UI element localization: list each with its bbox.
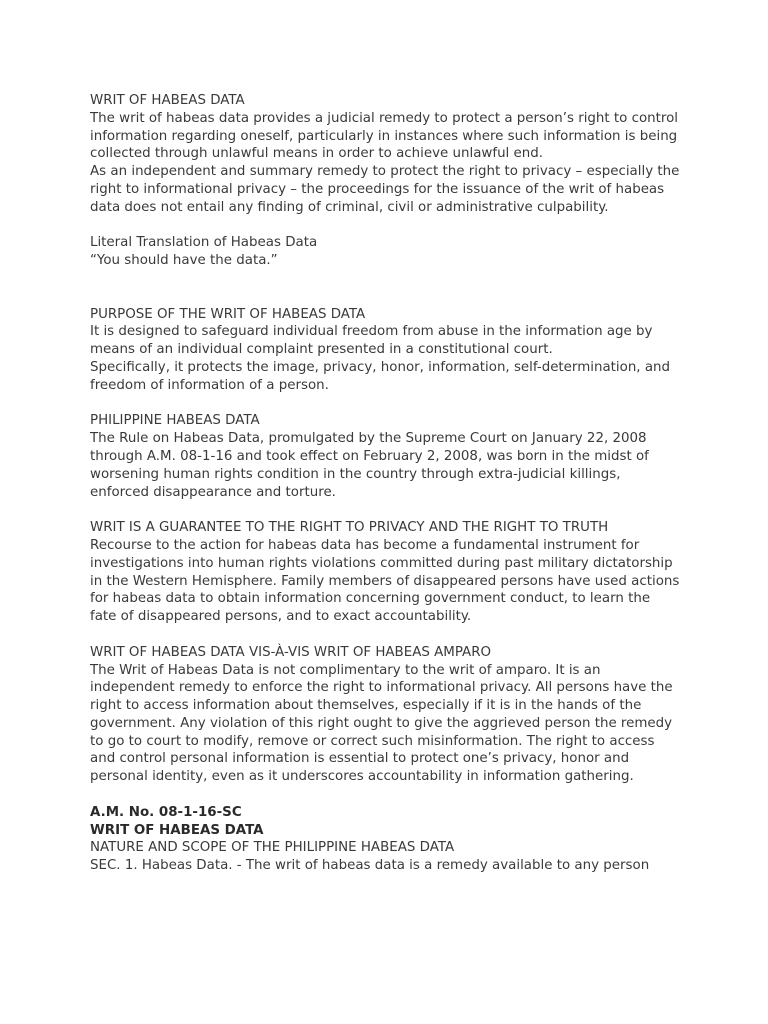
section-heading: PHILIPPINE HABEAS DATA: [90, 413, 260, 429]
spacer: [90, 217, 680, 235]
paragraph: As an independent and summary remedy to protect the right to privacy – especially the right to informational privacy – the proceedings for the issuance of the writ of habeas data does not entail any finding of criminal, civil or administrative culpability.: [90, 164, 680, 215]
section-philippine-habeas-data: [90, 412, 680, 501]
section-heading: WRIT OF HABEAS DATA VIS-À-VIS WRIT OF HABEAS AMPARO: [90, 644, 492, 660]
spacer: [90, 501, 680, 519]
section-heading: WRIT OF HABEAS DATA: [90, 93, 245, 108]
spacer: [90, 270, 680, 306]
section-vis-a-vis-amparo: [90, 644, 680, 786]
spacer: [90, 786, 680, 804]
paragraph: Recourse to the action for habeas data has become a fundamental instrument for investigations into human rights violations committed during past military dictatorship in the Western Hemisphere. Family members of disappeared persons have used actions for habeas data to obtain information concerning government conduct, to learn the fate of disappeared persons, and to exact accountability.: [90, 537, 680, 625]
document-body: [90, 92, 680, 875]
spacer: [90, 626, 680, 644]
section-literal-translation: [90, 234, 680, 270]
section-heading: Literal Translation of Habeas Data: [90, 235, 318, 251]
paragraph: The Writ of Habeas Data is not complimentary to the writ of amparo. It is an independent remedy to enforce the right to informational privacy. All persons have the right to access information about themselves, especially if it is in the hands of the government. Any violation of this right ought to give the aggrieved person the remedy to go to court to modify, remove or correct such misinformation. The right to access and control personal information is essential to protect one’s privacy, honor and personal identity, even as it underscores accountability in information gathering.: [90, 662, 673, 785]
rule-subtitle: NATURE AND SCOPE OF THE PHILIPPINE HABEAS DATA: [90, 840, 455, 856]
section-writ-of-habeas-data: [90, 92, 680, 217]
rule-section-1: SEC. 1. Habeas Data. - The writ of habeas data is a remedy available to any person: [90, 858, 650, 874]
section-heading: WRIT IS A GUARANTEE TO THE RIGHT TO PRIVACY AND THE RIGHT TO TRUTH: [90, 520, 609, 536]
section-purpose: [90, 306, 680, 395]
section-guarantee-right-to-privacy: [90, 519, 680, 626]
paragraph: “You should have the data.”: [90, 253, 278, 269]
paragraph: The Rule on Habeas Data, promulgated by the Supreme Court on January 22, 2008 through A.M. 08-1-16 and took effect on February 2, 2008, was born in the midst of worsening human rights condition in the country through extra-judicial killings, enforced disappearance and torture.: [90, 431, 649, 500]
paragraph: It is designed to safeguard individual freedom from abuse in the information age by means of an individual complaint presented in a constitutional court.: [90, 324, 653, 358]
spacer: [90, 395, 680, 413]
section-rule: [90, 804, 680, 875]
section-heading: PURPOSE OF THE WRIT OF HABEAS DATA: [90, 306, 366, 322]
rule-number: A.M. No. 08-1-16-SC: [90, 804, 242, 820]
paragraph: Specifically, it protects the image, privacy, honor, information, self-determination, and freedom of information of a person.: [90, 359, 671, 393]
paragraph: The writ of habeas data provides a judicial remedy to protect a person’s right to control information regarding oneself, particularly in instances where such information is being collected through unlawful means in order to achieve unlawful end.: [90, 110, 679, 162]
rule-title: WRIT OF HABEAS DATA: [90, 822, 264, 838]
